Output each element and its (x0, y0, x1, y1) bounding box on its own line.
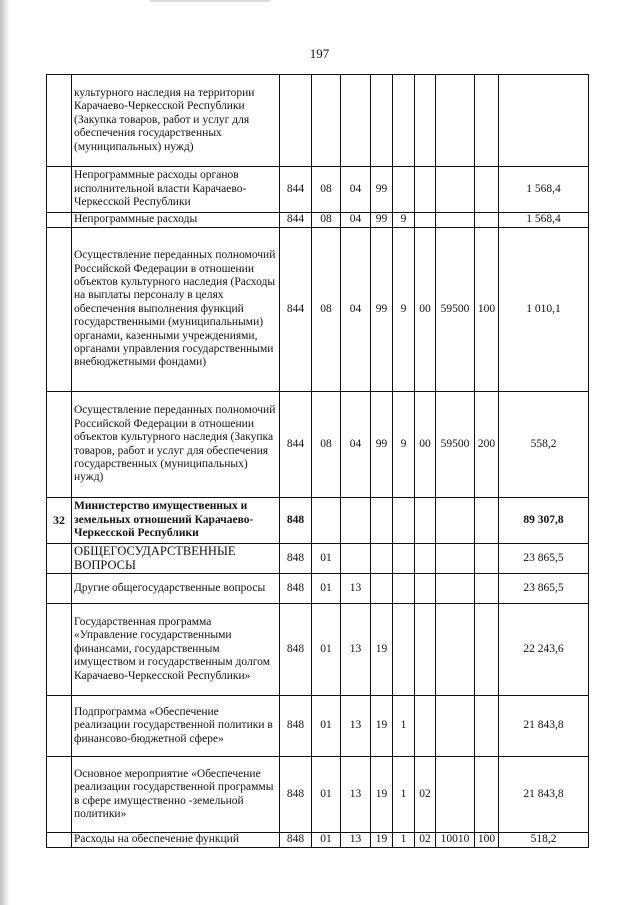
table-row (47, 228, 589, 392)
subprogram-code (393, 604, 415, 696)
amount: 21 843,8 (499, 696, 589, 757)
ministry-code: 844 (280, 228, 312, 392)
subsection-code: 04 (341, 392, 371, 498)
expense-type-code (475, 757, 499, 833)
program-code: 99 (371, 228, 393, 392)
direction-code: 59500 (436, 392, 475, 498)
ministry-code: 848 (280, 757, 312, 833)
expense-type-code (475, 498, 499, 544)
section-code: 01 (312, 696, 341, 757)
ministry-code: 848 (280, 696, 312, 757)
row-number (47, 228, 72, 392)
item-name: Осуществление переданных полномочий Российской Федерации в отношении объектов культурного наследия (Закупка товаров, работ и услуг для обеспечения государственных (муниципальных) нужд) (72, 392, 280, 498)
program-code: 19 (371, 757, 393, 833)
program-code: 19 (371, 604, 393, 696)
section-code: 01 (312, 833, 341, 848)
program-code (371, 574, 393, 604)
activity-code (415, 75, 436, 167)
activity-code: 02 (415, 757, 436, 833)
direction-code (436, 757, 475, 833)
direction-code (436, 696, 475, 757)
direction-code (436, 574, 475, 604)
item-name: Государственная программа «Управление государственными финансами, государственным имуществом и государственным долгом Карачаево-Черкесской Республики» (72, 604, 280, 696)
subsection-code: 13 (341, 757, 371, 833)
amount: 23 865,5 (499, 544, 589, 574)
subprogram-code: 9 (393, 392, 415, 498)
row-number (47, 544, 72, 574)
item-name: культурного наследия на территории Карачаево-Черкесской Республики (Закупка товаров, работ и услуг для обеспечения государственных (муниципальных) нужд) (72, 75, 280, 167)
program-code: 19 (371, 833, 393, 848)
amount: 558,2 (499, 392, 589, 498)
activity-code (415, 213, 436, 228)
subsection-code: 13 (341, 604, 371, 696)
amount: 23 865,5 (499, 574, 589, 604)
direction-code (436, 213, 475, 228)
item-name: ОБЩЕГОСУДАРСТВЕННЫЕ ВОПРОСЫ (72, 544, 280, 574)
subprogram-code (393, 498, 415, 544)
activity-code (415, 544, 436, 574)
budget-table (46, 74, 589, 848)
activity-code (415, 167, 436, 213)
amount: 1 568,4 (499, 167, 589, 213)
activity-code: 02 (415, 833, 436, 848)
subsection-code: 04 (341, 228, 371, 392)
section-code: 08 (312, 213, 341, 228)
table-row (47, 544, 589, 574)
amount (499, 75, 589, 167)
subprogram-code: 1 (393, 833, 415, 848)
program-code: 99 (371, 213, 393, 228)
row-number (47, 757, 72, 833)
ministry-code: 844 (280, 167, 312, 213)
section-code: 01 (312, 757, 341, 833)
program-code: 99 (371, 167, 393, 213)
table-row (47, 604, 589, 696)
item-name: Основное мероприятие «Обеспечение реализации государственной программы в сфере имущественно -земельной политики» (72, 757, 280, 833)
amount: 22 243,6 (499, 604, 589, 696)
scan-edge-shadow (0, 0, 10, 905)
program-code (371, 544, 393, 574)
ministry-code: 848 (280, 833, 312, 848)
direction-code (436, 75, 475, 167)
expense-type-code: 200 (475, 392, 499, 498)
row-number (47, 167, 72, 213)
program-code (371, 75, 393, 167)
section-code: 01 (312, 604, 341, 696)
subprogram-code (393, 75, 415, 167)
amount: 518,2 (499, 833, 589, 848)
table-row (47, 757, 589, 833)
row-number: 32 (47, 498, 72, 544)
section-code (312, 75, 341, 167)
table-row (47, 833, 589, 848)
table-row (47, 213, 589, 228)
activity-code: 00 (415, 228, 436, 392)
expense-type-code (475, 696, 499, 757)
activity-code (415, 696, 436, 757)
program-code (371, 498, 393, 544)
activity-code (415, 604, 436, 696)
row-number (47, 604, 72, 696)
subprogram-code (393, 167, 415, 213)
amount: 21 843,8 (499, 757, 589, 833)
section-code: 08 (312, 228, 341, 392)
section-code (312, 498, 341, 544)
subprogram-code (393, 574, 415, 604)
item-name: Подпрограмма «Обеспечение реализации государственной политики в финансово-бюджетной сфере» (72, 696, 280, 757)
ministry-code: 848 (280, 544, 312, 574)
activity-code (415, 498, 436, 544)
item-name: Министерство имущественных и земельных отношений Карачаево-Черкесской Республики (72, 498, 280, 544)
item-name: Непрограммные расходы органов исполнительной власти Карачаево-Черкесской Республики (72, 167, 280, 213)
subsection-code (341, 75, 371, 167)
table-row (47, 392, 589, 498)
subsection-code: 13 (341, 696, 371, 757)
direction-code (436, 498, 475, 544)
item-name: Другие общегосударственные вопросы (72, 574, 280, 604)
row-number (47, 833, 72, 848)
item-name: Осуществление переданных полномочий Российской Федерации в отношении объектов культурного наследия (Расходы на выплаты персоналу в целях обеспечения выполнения функций государственными (муниципальными) органами, казенными учреждениями, органами управления государственными внебюджетными фондами) (72, 228, 280, 392)
scan-top-mark (150, 0, 270, 2)
subprogram-code: 1 (393, 696, 415, 757)
expense-type-code (475, 544, 499, 574)
table-row (47, 75, 589, 167)
row-number (47, 75, 72, 167)
amount: 1 010,1 (499, 228, 589, 392)
page-number: 197 (309, 46, 330, 61)
subsection-code: 04 (341, 213, 371, 228)
expense-type-code: 100 (475, 833, 499, 848)
row-number (47, 696, 72, 757)
subprogram-code: 1 (393, 757, 415, 833)
ministry-code: 844 (280, 213, 312, 228)
activity-code: 00 (415, 392, 436, 498)
item-name: Непрограммные расходы (72, 213, 280, 228)
section-code: 08 (312, 392, 341, 498)
row-number (47, 574, 72, 604)
table-row (47, 167, 589, 213)
section-code: 01 (312, 544, 341, 574)
subsection-code: 13 (341, 574, 371, 604)
subsection-code: 13 (341, 833, 371, 848)
program-code: 19 (371, 696, 393, 757)
subprogram-code (393, 544, 415, 574)
table-row (47, 696, 589, 757)
subsection-code (341, 498, 371, 544)
expense-type-code (475, 167, 499, 213)
expense-type-code (475, 604, 499, 696)
ministry-code (280, 75, 312, 167)
expense-type-code: 100 (475, 228, 499, 392)
section-code: 01 (312, 574, 341, 604)
direction-code: 10010 (436, 833, 475, 848)
amount: 1 568,4 (499, 213, 589, 228)
ministry-code: 848 (280, 604, 312, 696)
ministry-code: 844 (280, 392, 312, 498)
expense-type-code (475, 75, 499, 167)
direction-code (436, 544, 475, 574)
direction-code (436, 167, 475, 213)
row-number (47, 213, 72, 228)
table-row (47, 574, 589, 604)
item-name: Расходы на обеспечение функций (72, 833, 280, 848)
expense-type-code (475, 213, 499, 228)
expense-type-code (475, 574, 499, 604)
row-number (47, 392, 72, 498)
direction-code (436, 604, 475, 696)
table-row-ministry (47, 498, 589, 544)
activity-code (415, 574, 436, 604)
subprogram-code: 9 (393, 228, 415, 392)
subprogram-code: 9 (393, 213, 415, 228)
subsection-code: 04 (341, 167, 371, 213)
program-code: 99 (371, 392, 393, 498)
direction-code: 59500 (436, 228, 475, 392)
amount: 89 307,8 (499, 498, 589, 544)
ministry-code: 848 (280, 498, 312, 544)
section-code: 08 (312, 167, 341, 213)
subsection-code (341, 544, 371, 574)
ministry-code: 848 (280, 574, 312, 604)
